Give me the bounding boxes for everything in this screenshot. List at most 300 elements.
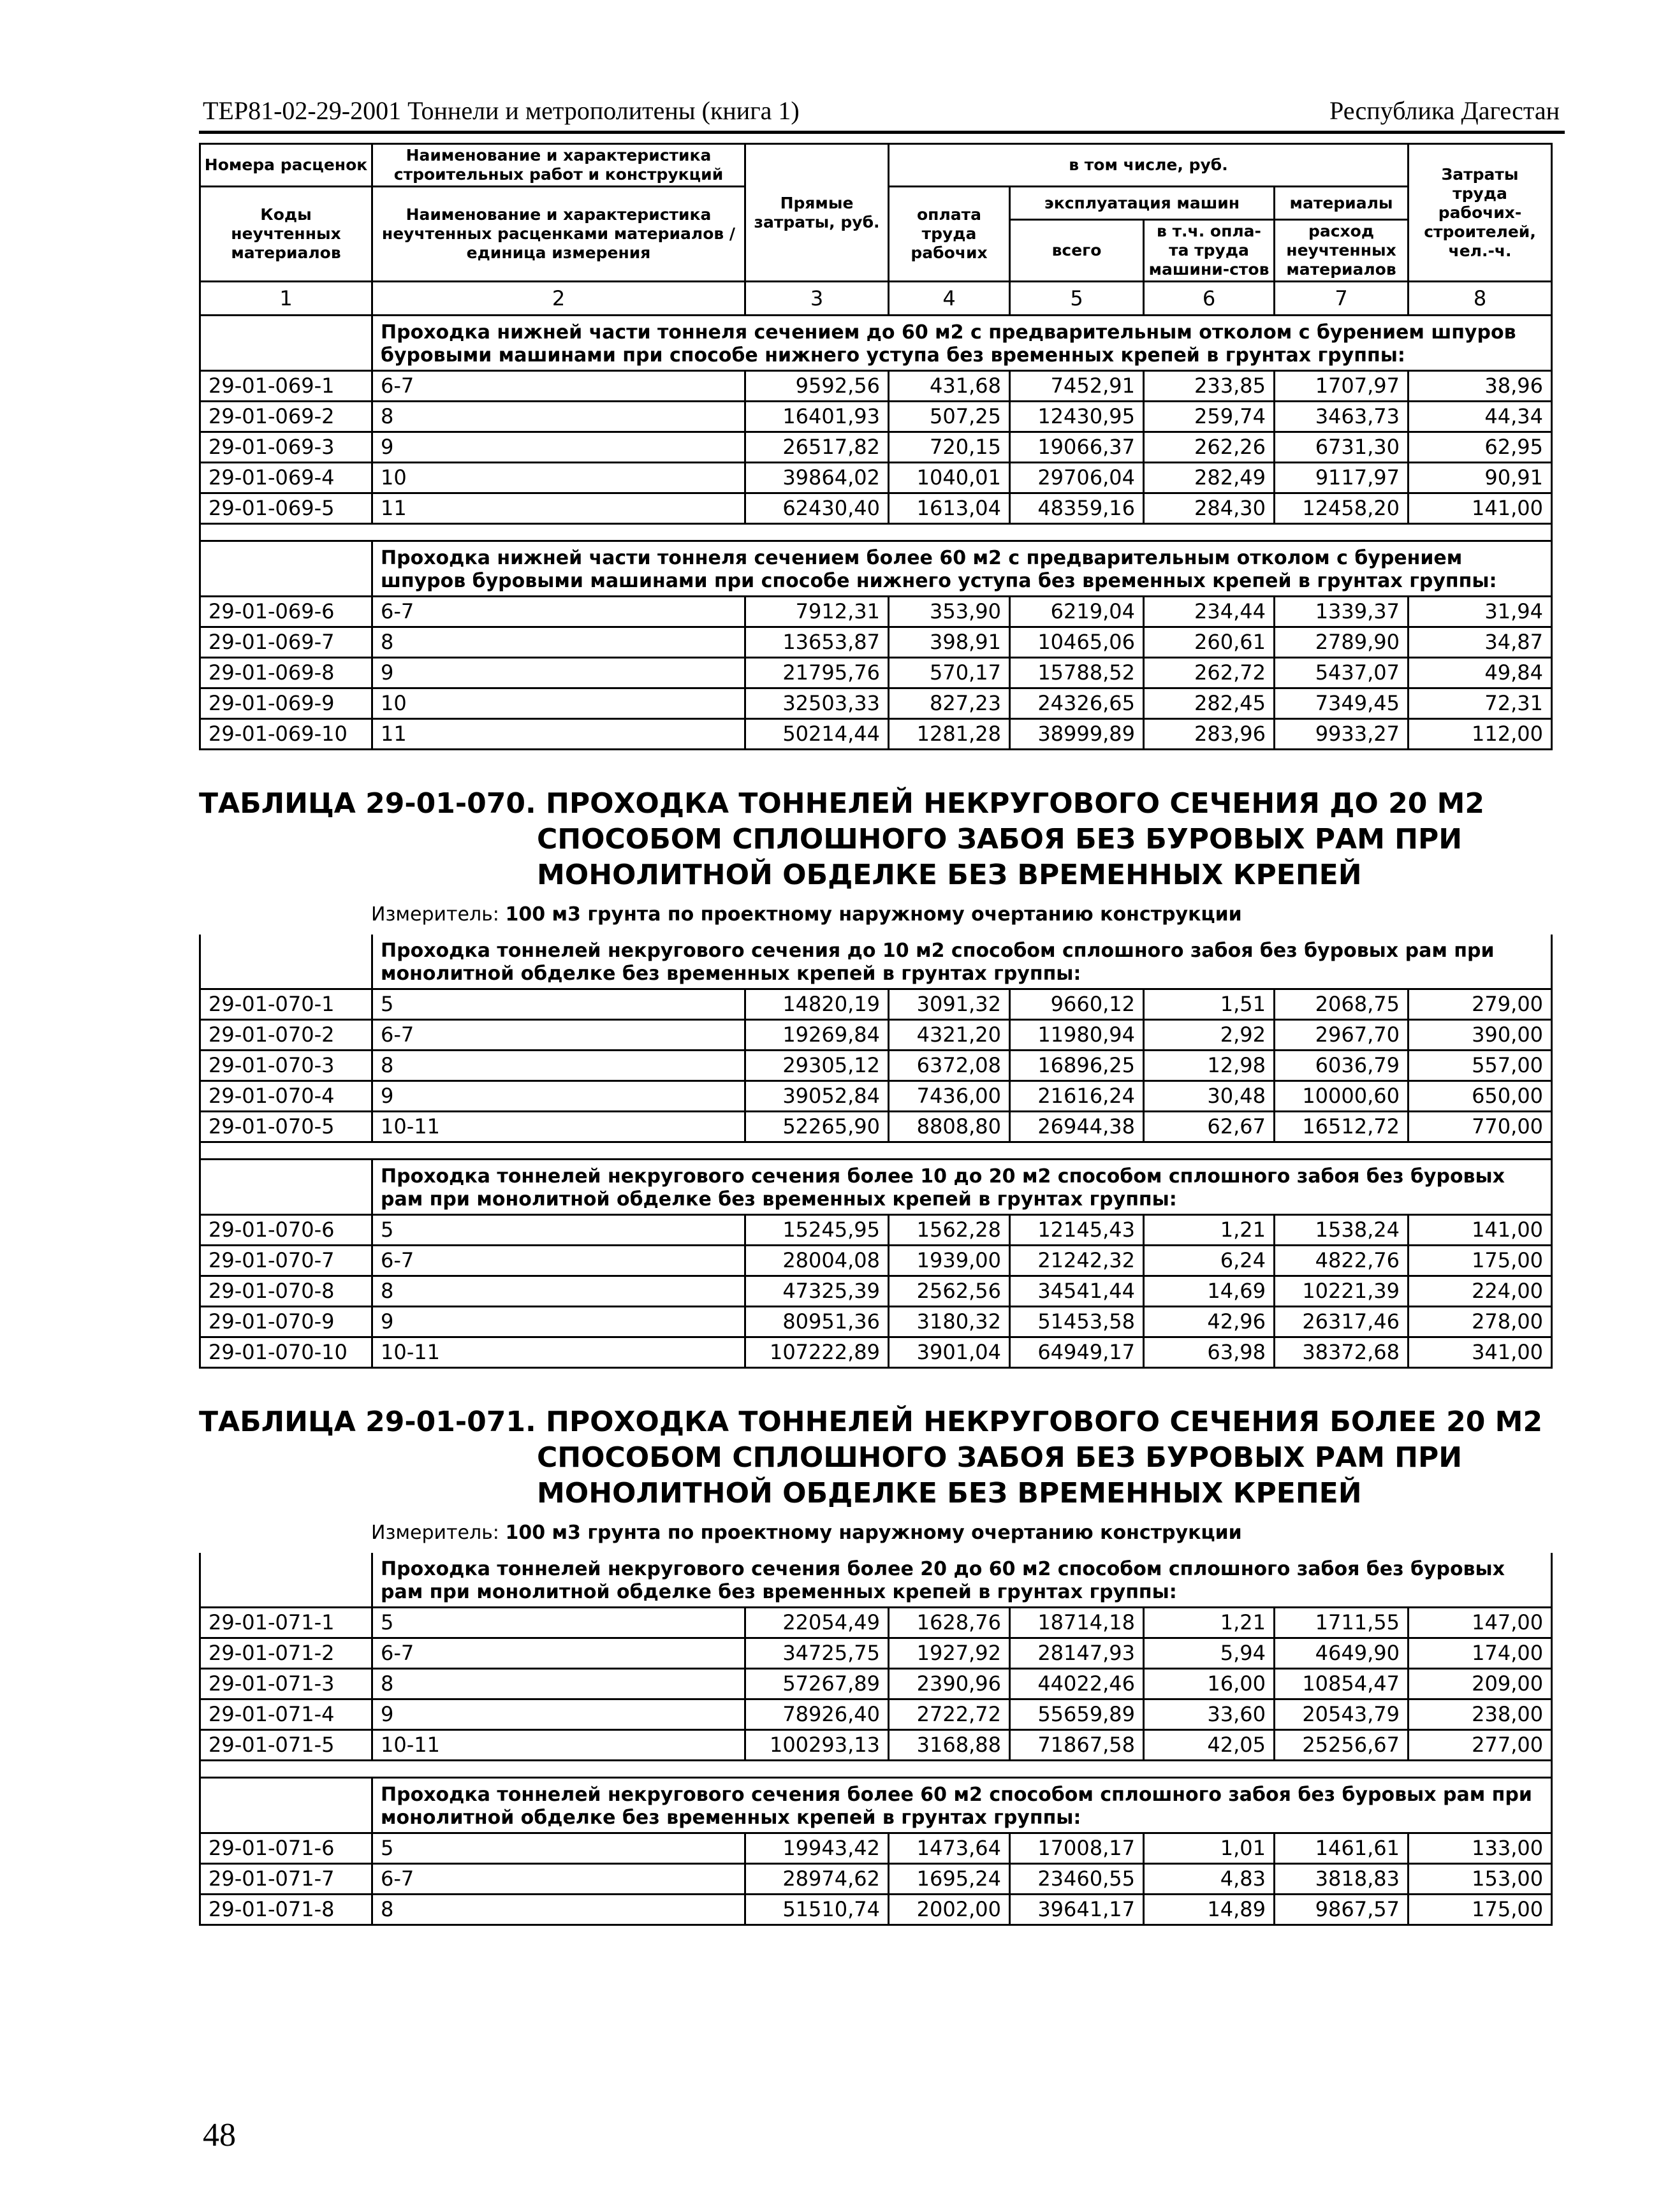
th-including: в том числе, руб.: [889, 144, 1409, 187]
soil-group: 8: [372, 1051, 745, 1081]
soil-group: 6-7: [372, 597, 745, 627]
rate-code: 29-01-070-7: [200, 1246, 372, 1276]
rate-code: 29-01-069-4: [200, 463, 372, 493]
table-row: [200, 1307, 1552, 1337]
column-number: 7: [1275, 282, 1409, 316]
machine-total: 29706,04: [1010, 463, 1144, 493]
machine-total: 21616,24: [1010, 1081, 1144, 1112]
materials: 7349,45: [1275, 688, 1409, 719]
soil-group: 5: [372, 1833, 745, 1864]
rate-code: 29-01-070-1: [200, 989, 372, 1020]
soil-group: 10-11: [372, 1337, 745, 1368]
machine-total: 15788,52: [1010, 658, 1144, 688]
spacer-cell: [372, 1142, 1552, 1160]
wages: 3091,32: [889, 989, 1010, 1020]
soil-group: 6-7: [372, 1020, 745, 1051]
wages: 2722,72: [889, 1699, 1010, 1730]
soil-group: 5: [372, 1215, 745, 1246]
content: [199, 143, 1551, 1926]
table-row: [200, 1699, 1552, 1730]
soil-group: 10: [372, 463, 745, 493]
machinists-wages: 284,30: [1144, 493, 1275, 524]
labor-costs: 770,00: [1409, 1112, 1552, 1142]
header-title: ТЕР81-02-29-2001 Тоннели и метрополитены (книга 1): [203, 96, 800, 125]
th-machine-total: всего: [1010, 220, 1144, 282]
machinists-wages: 2,92: [1144, 1020, 1275, 1051]
table-row: [200, 1246, 1552, 1276]
materials: 10000,60: [1275, 1081, 1409, 1112]
machinists-wages: 14,89: [1144, 1895, 1275, 1925]
materials: 4822,76: [1275, 1246, 1409, 1276]
labor-costs: 62,95: [1409, 432, 1552, 463]
rate-code: 29-01-070-3: [200, 1051, 372, 1081]
soil-group: 9: [372, 432, 745, 463]
machine-total: 28147,93: [1010, 1638, 1144, 1669]
soil-group: 8: [372, 1276, 745, 1307]
machine-total: 18714,18: [1010, 1608, 1144, 1638]
table-row: [200, 597, 1552, 627]
materials: 2967,70: [1275, 1020, 1409, 1051]
rate-code: 29-01-069-7: [200, 627, 372, 658]
machinists-wages: 259,74: [1144, 402, 1275, 432]
table-heading-line: ТАБЛИЦА 29-01-071. ПРОХОДКА ТОННЕЛЕЙ НЕКРУГОВОГО СЕЧЕНИЯ БОЛЕЕ 20 М2: [199, 1406, 1543, 1438]
table-row: [200, 719, 1552, 750]
column-number: 3: [745, 282, 889, 316]
direct-costs: 47325,39: [745, 1276, 889, 1307]
direct-costs: 107222,89: [745, 1337, 889, 1368]
soil-group: 10: [372, 688, 745, 719]
group-title-spacer: [200, 935, 372, 989]
labor-costs: 209,00: [1409, 1669, 1552, 1699]
group-title-spacer: [200, 1160, 372, 1215]
soil-group: 9: [372, 1307, 745, 1337]
wages: 1613,04: [889, 493, 1010, 524]
soil-group: 9: [372, 1699, 745, 1730]
table-row: [200, 1081, 1552, 1112]
machinists-wages: 16,00: [1144, 1669, 1275, 1699]
wages: 3901,04: [889, 1337, 1010, 1368]
header-rule: [199, 131, 1565, 134]
machine-total: 44022,46: [1010, 1669, 1144, 1699]
labor-costs: 224,00: [1409, 1276, 1552, 1307]
machinists-wages: 1,21: [1144, 1608, 1275, 1638]
direct-costs: 9592,56: [745, 371, 889, 402]
materials: 9933,27: [1275, 719, 1409, 750]
wages: 431,68: [889, 371, 1010, 402]
rates-table-071: [199, 1553, 1553, 1926]
machine-total: 34541,44: [1010, 1276, 1144, 1307]
soil-group: 8: [372, 1669, 745, 1699]
table-070-heading: [199, 786, 1551, 893]
spacer-cell: [372, 524, 1552, 541]
direct-costs: 15245,95: [745, 1215, 889, 1246]
table-row: [200, 493, 1552, 524]
materials: 1711,55: [1275, 1608, 1409, 1638]
group-title-spacer: [200, 316, 372, 371]
wages: 7436,00: [889, 1081, 1010, 1112]
wages: 353,90: [889, 597, 1010, 627]
materials: 9117,97: [1275, 463, 1409, 493]
direct-costs: 50214,44: [745, 719, 889, 750]
rates-table-069: [199, 143, 1553, 750]
table-row: [200, 1730, 1552, 1761]
wages: 827,23: [889, 688, 1010, 719]
machinists-wages: 283,96: [1144, 719, 1275, 750]
direct-costs: 7912,31: [745, 597, 889, 627]
group-title-row: [200, 316, 1552, 371]
soil-group: 6-7: [372, 1246, 745, 1276]
table-071-measure: [371, 1522, 1551, 1544]
labor-costs: 341,00: [1409, 1337, 1552, 1368]
direct-costs: 26517,82: [745, 432, 889, 463]
th-name-unaccounted: Наименование и характеристика неучтенных расценками материалов / единица измерения: [372, 187, 745, 282]
table-row: [200, 1112, 1552, 1142]
machinists-wages: 282,49: [1144, 463, 1275, 493]
table-row: [200, 1337, 1552, 1368]
labor-costs: 72,31: [1409, 688, 1552, 719]
group-title: Проходка нижней части тоннеля сечением более 60 м2 с предварительным отколом с бурением шпуров буровыми машинами при способе нижнего уступа без временных крепей в грунтах группы:: [372, 541, 1552, 597]
direct-costs: 16401,93: [745, 402, 889, 432]
th-unaccounted-materials: расход неучтенных материалов: [1275, 220, 1409, 282]
machinists-wages: 33,60: [1144, 1699, 1275, 1730]
machine-total: 48359,16: [1010, 493, 1144, 524]
machine-total: 11980,94: [1010, 1020, 1144, 1051]
machine-total: 38999,89: [1010, 719, 1144, 750]
table-row: [200, 658, 1552, 688]
table-row: [200, 371, 1552, 402]
rate-code: 29-01-070-4: [200, 1081, 372, 1112]
machine-total: 71867,58: [1010, 1730, 1144, 1761]
spacer-row: [200, 1142, 1552, 1160]
machine-total: 23460,55: [1010, 1864, 1144, 1895]
rate-code: 29-01-069-6: [200, 597, 372, 627]
labor-costs: 238,00: [1409, 1699, 1552, 1730]
materials: 20543,79: [1275, 1699, 1409, 1730]
machine-total: 10465,06: [1010, 627, 1144, 658]
spacer-row: [200, 524, 1552, 541]
machinists-wages: 1,51: [1144, 989, 1275, 1020]
table-row: [200, 989, 1552, 1020]
wages: 1473,64: [889, 1833, 1010, 1864]
column-number: 2: [372, 282, 745, 316]
group-title: Проходка тоннелей некругового сечения более 60 м2 способом сплошного забоя без буровых рам при монолитной обделке без временных крепей в грунтах группы:: [372, 1778, 1552, 1833]
labor-costs: 133,00: [1409, 1833, 1552, 1864]
labor-costs: 279,00: [1409, 989, 1552, 1020]
table-row: [200, 1276, 1552, 1307]
materials: 16512,72: [1275, 1112, 1409, 1142]
labor-costs: 557,00: [1409, 1051, 1552, 1081]
table-row: [200, 1669, 1552, 1699]
group-title-row: [200, 1778, 1552, 1833]
direct-costs: 21795,76: [745, 658, 889, 688]
wages: 1695,24: [889, 1864, 1010, 1895]
machinists-wages: 62,67: [1144, 1112, 1275, 1142]
wages: 507,25: [889, 402, 1010, 432]
th-labor-costs: Затраты труда рабочих-строителей, чел.-ч.: [1409, 144, 1552, 282]
direct-costs: 39052,84: [745, 1081, 889, 1112]
machine-total: 55659,89: [1010, 1699, 1144, 1730]
direct-costs: 39864,02: [745, 463, 889, 493]
table-071-heading: [199, 1404, 1551, 1511]
materials: 6036,79: [1275, 1051, 1409, 1081]
rate-code: 29-01-069-9: [200, 688, 372, 719]
machine-total: 51453,58: [1010, 1307, 1144, 1337]
measure-value: 100 м3 грунта по проектному наружному очертанию конструкции: [505, 903, 1242, 926]
direct-costs: 29305,12: [745, 1051, 889, 1081]
page-number: 48: [203, 2117, 236, 2153]
machine-total: 7452,91: [1010, 371, 1144, 402]
table-row: [200, 1020, 1552, 1051]
labor-costs: 277,00: [1409, 1730, 1552, 1761]
column-number: 5: [1010, 282, 1144, 316]
rate-code: 29-01-069-3: [200, 432, 372, 463]
soil-group: 9: [372, 658, 745, 688]
th-direct-costs: Прямые затраты, руб.: [745, 144, 889, 282]
materials: 6731,30: [1275, 432, 1409, 463]
machinists-wages: 4,83: [1144, 1864, 1275, 1895]
machinists-wages: 63,98: [1144, 1337, 1275, 1368]
page-header: [203, 96, 1560, 127]
spacer-row: [200, 1761, 1552, 1778]
machine-total: 12145,43: [1010, 1215, 1144, 1246]
wages: 1281,28: [889, 719, 1010, 750]
materials: 1461,61: [1275, 1833, 1409, 1864]
rate-code: 29-01-071-4: [200, 1699, 372, 1730]
table-heading-line: СПОСОБОМ СПЛОШНОГО ЗАБОЯ БЕЗ БУРОВЫХ РАМ ПРИ: [537, 823, 1463, 855]
soil-group: 11: [372, 719, 745, 750]
machine-total: 39641,17: [1010, 1895, 1144, 1925]
materials: 5437,07: [1275, 658, 1409, 688]
rate-code: 29-01-071-3: [200, 1669, 372, 1699]
group-title: Проходка тоннелей некругового сечения более 10 до 20 м2 способом сплошного забоя без буровых рам при монолитной обделке без временных крепей в грунтах группы:: [372, 1160, 1552, 1215]
soil-group: 5: [372, 989, 745, 1020]
machine-total: 19066,37: [1010, 432, 1144, 463]
direct-costs: 62430,40: [745, 493, 889, 524]
header-row-top: [200, 144, 1552, 187]
machine-total: 9660,12: [1010, 989, 1144, 1020]
table-row: [200, 1638, 1552, 1669]
machine-total: 24326,65: [1010, 688, 1144, 719]
group-title-row: [200, 1160, 1552, 1215]
table-heading-line: МОНОЛИТНОЙ ОБДЕЛКЕ БЕЗ ВРЕМЕННЫХ КРЕПЕЙ: [537, 1477, 1362, 1510]
rate-code: 29-01-069-10: [200, 719, 372, 750]
machinists-wages: 30,48: [1144, 1081, 1275, 1112]
materials: 12458,20: [1275, 493, 1409, 524]
table-row: [200, 432, 1552, 463]
table-row: [200, 627, 1552, 658]
wages: 3180,32: [889, 1307, 1010, 1337]
group-title: Проходка тоннелей некругового сечения более 20 до 60 м2 способом сплошного забоя без буровых рам при монолитной обделке без временных крепей в грунтах группы:: [372, 1553, 1552, 1608]
table-heading-line: МОНОЛИТНОЙ ОБДЕЛКЕ БЕЗ ВРЕМЕННЫХ КРЕПЕЙ: [537, 859, 1362, 891]
th-wages: оплата труда рабочих: [889, 187, 1010, 282]
rate-code: 29-01-070-2: [200, 1020, 372, 1051]
labor-costs: 153,00: [1409, 1864, 1552, 1895]
materials: 3818,83: [1275, 1864, 1409, 1895]
soil-group: 9: [372, 1081, 745, 1112]
materials: 9867,57: [1275, 1895, 1409, 1925]
rate-code: 29-01-071-2: [200, 1638, 372, 1669]
direct-costs: 13653,87: [745, 627, 889, 658]
labor-costs: 90,91: [1409, 463, 1552, 493]
direct-costs: 28974,62: [745, 1864, 889, 1895]
machinists-wages: 234,44: [1144, 597, 1275, 627]
wages: 1562,28: [889, 1215, 1010, 1246]
wages: 1939,00: [889, 1246, 1010, 1276]
rate-code: 29-01-071-7: [200, 1864, 372, 1895]
table-071-body: [200, 1553, 1552, 1925]
rate-code: 29-01-069-8: [200, 658, 372, 688]
rate-code: 29-01-070-10: [200, 1337, 372, 1368]
spacer-cell: [200, 1761, 372, 1778]
labor-costs: 174,00: [1409, 1638, 1552, 1669]
wages: 1040,01: [889, 463, 1010, 493]
wages: 8808,80: [889, 1112, 1010, 1142]
labor-costs: 38,96: [1409, 371, 1552, 402]
machinists-wages: 282,45: [1144, 688, 1275, 719]
direct-costs: 57267,89: [745, 1669, 889, 1699]
direct-costs: 51510,74: [745, 1895, 889, 1925]
soil-group: 6-7: [372, 1864, 745, 1895]
rate-code: 29-01-071-1: [200, 1608, 372, 1638]
direct-costs: 28004,08: [745, 1246, 889, 1276]
soil-group: 5: [372, 1608, 745, 1638]
wages: 1628,76: [889, 1608, 1010, 1638]
column-number: 8: [1409, 282, 1552, 316]
table-row: [200, 402, 1552, 432]
rate-code: 29-01-070-9: [200, 1307, 372, 1337]
spacer-cell: [372, 1761, 1552, 1778]
machinists-wages: 6,24: [1144, 1246, 1275, 1276]
rate-code: 29-01-069-1: [200, 371, 372, 402]
measure-label: Измеритель:: [371, 903, 499, 926]
materials: 4649,90: [1275, 1638, 1409, 1669]
soil-group: 6-7: [372, 371, 745, 402]
measure-label: Измеритель:: [371, 1522, 499, 1544]
wages: 720,15: [889, 432, 1010, 463]
table-row: [200, 1608, 1552, 1638]
th-name-characteristics: Наименование и характеристика строительных работ и конструкций: [372, 144, 745, 187]
labor-costs: 650,00: [1409, 1081, 1552, 1112]
spacer-cell: [200, 524, 372, 541]
machinists-wages: 12,98: [1144, 1051, 1275, 1081]
group-title-spacer: [200, 541, 372, 597]
group-title-row: [200, 541, 1552, 597]
wages: 570,17: [889, 658, 1010, 688]
machine-total: 21242,32: [1010, 1246, 1144, 1276]
column-number: 4: [889, 282, 1010, 316]
wages: 1927,92: [889, 1638, 1010, 1669]
th-machinists-wages: в т.ч. опла-та труда машини-стов: [1144, 220, 1275, 282]
direct-costs: 14820,19: [745, 989, 889, 1020]
rate-code: 29-01-070-5: [200, 1112, 372, 1142]
labor-costs: 147,00: [1409, 1608, 1552, 1638]
group-title: Проходка тоннелей некругового сечения до 10 м2 способом сплошного забоя без буровых рам при монолитной обделке без временных крепей в грунтах группы:: [372, 935, 1552, 989]
direct-costs: 80951,36: [745, 1307, 889, 1337]
direct-costs: 52265,90: [745, 1112, 889, 1142]
machinists-wages: 262,26: [1144, 432, 1275, 463]
labor-costs: 112,00: [1409, 719, 1552, 750]
soil-group: 8: [372, 627, 745, 658]
th-codes: Коды неучтенных материалов: [200, 187, 372, 282]
spacer-cell: [200, 1142, 372, 1160]
table-row: [200, 1864, 1552, 1895]
header-region: Республика Дагестан: [1329, 96, 1560, 125]
direct-costs: 34725,75: [745, 1638, 889, 1669]
wages: 398,91: [889, 627, 1010, 658]
machine-total: 12430,95: [1010, 402, 1144, 432]
labor-costs: 175,00: [1409, 1246, 1552, 1276]
direct-costs: 19269,84: [745, 1020, 889, 1051]
table-row: [200, 1833, 1552, 1864]
group-title: Проходка нижней части тоннеля сечением до 60 м2 с предварительным отколом с бурением шпуров буровыми машинами при способе нижнего уступа без временных крепей в грунтах группы:: [372, 316, 1552, 371]
machinists-wages: 260,61: [1144, 627, 1275, 658]
table-row: [200, 1215, 1552, 1246]
th-materials: материалы: [1275, 187, 1409, 220]
labor-costs: 141,00: [1409, 493, 1552, 524]
column-number: 1: [200, 282, 372, 316]
rate-code: 29-01-071-6: [200, 1833, 372, 1864]
labor-costs: 390,00: [1409, 1020, 1552, 1051]
table-070-body: [200, 935, 1552, 1368]
machinists-wages: 262,72: [1144, 658, 1275, 688]
labor-costs: 31,94: [1409, 597, 1552, 627]
column-number: 6: [1144, 282, 1275, 316]
rate-code: 29-01-069-2: [200, 402, 372, 432]
column-number-row: [200, 282, 1552, 316]
rate-code: 29-01-071-5: [200, 1730, 372, 1761]
labor-costs: 141,00: [1409, 1215, 1552, 1246]
measure-value: 100 м3 грунта по проектному наружному очертанию конструкции: [505, 1522, 1242, 1544]
machinists-wages: 1,21: [1144, 1215, 1275, 1246]
machinists-wages: 1,01: [1144, 1833, 1275, 1864]
direct-costs: 32503,33: [745, 688, 889, 719]
soil-group: 10-11: [372, 1112, 745, 1142]
labor-costs: 49,84: [1409, 658, 1552, 688]
machine-total: 64949,17: [1010, 1337, 1144, 1368]
rates-table-070: [199, 935, 1553, 1369]
wages: 4321,20: [889, 1020, 1010, 1051]
rate-code: 29-01-070-8: [200, 1276, 372, 1307]
machine-total: 17008,17: [1010, 1833, 1144, 1864]
soil-group: 6-7: [372, 1638, 745, 1669]
direct-costs: 100293,13: [745, 1730, 889, 1761]
direct-costs: 22054,49: [745, 1608, 889, 1638]
labor-costs: 278,00: [1409, 1307, 1552, 1337]
machinists-wages: 14,69: [1144, 1276, 1275, 1307]
wages: 3168,88: [889, 1730, 1010, 1761]
table-row: [200, 1051, 1552, 1081]
materials: 26317,46: [1275, 1307, 1409, 1337]
machine-total: 6219,04: [1010, 597, 1144, 627]
materials: 10854,47: [1275, 1669, 1409, 1699]
direct-costs: 78926,40: [745, 1699, 889, 1730]
materials: 25256,67: [1275, 1730, 1409, 1761]
rate-code: 29-01-070-6: [200, 1215, 372, 1246]
labor-costs: 175,00: [1409, 1895, 1552, 1925]
materials: 10221,39: [1275, 1276, 1409, 1307]
table-heading-line: СПОСОБОМ СПЛОШНОГО ЗАБОЯ БЕЗ БУРОВЫХ РАМ ПРИ: [537, 1441, 1463, 1474]
materials: 1339,37: [1275, 597, 1409, 627]
direct-costs: 19943,42: [745, 1833, 889, 1864]
wages: 2390,96: [889, 1669, 1010, 1699]
th-machine-operation: эксплуатация машин: [1010, 187, 1275, 220]
materials: 3463,73: [1275, 402, 1409, 432]
soil-group: 10-11: [372, 1730, 745, 1761]
machinists-wages: 42,05: [1144, 1730, 1275, 1761]
machine-total: 26944,38: [1010, 1112, 1144, 1142]
th-rate-numbers: Номера расценок: [200, 144, 372, 187]
wages: 2562,56: [889, 1276, 1010, 1307]
